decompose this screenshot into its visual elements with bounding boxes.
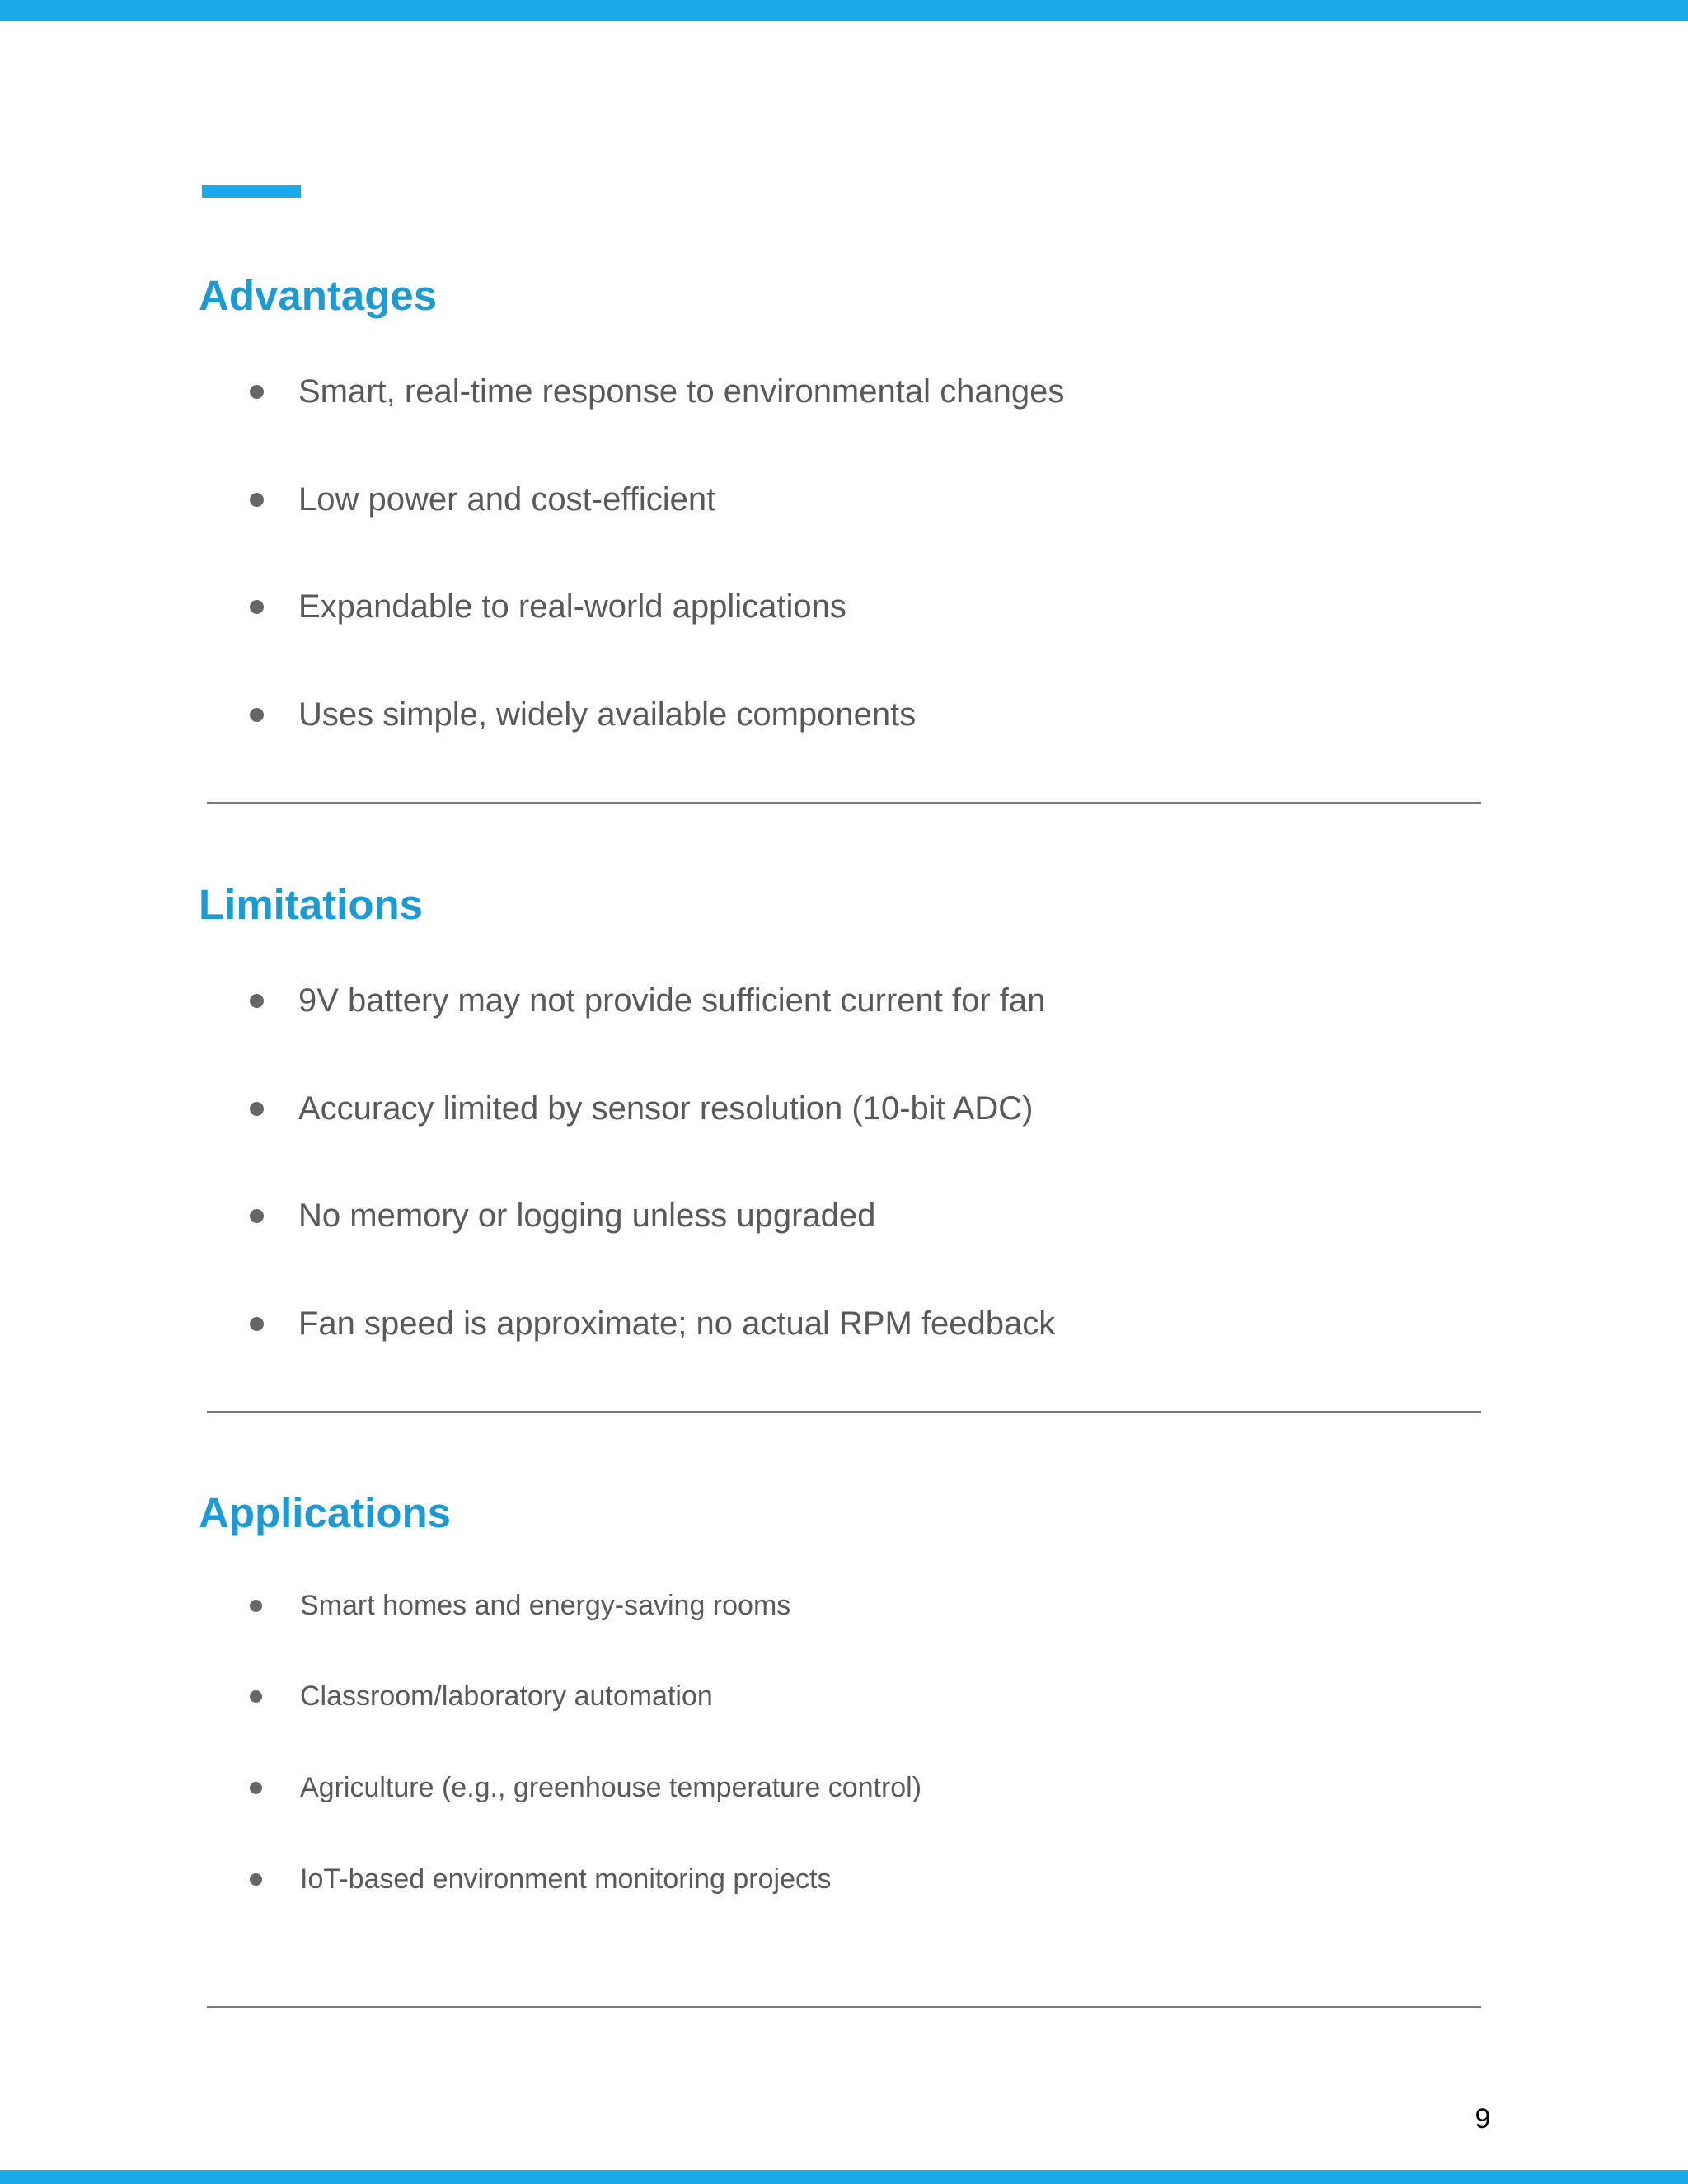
- list-item: [250, 1682, 713, 1710]
- list-item: [250, 1591, 790, 1619]
- page-number: 9: [1475, 2103, 1491, 2135]
- section-divider: [207, 1411, 1481, 1413]
- bullet-icon: [250, 493, 264, 507]
- bullet-icon: [250, 1600, 262, 1612]
- bullet-icon: [250, 1102, 264, 1116]
- list-item-text: Accuracy limited by sensor resolution (10-bit ADC): [298, 1090, 1034, 1127]
- bullet-icon: [250, 994, 264, 1008]
- bullet-icon: [250, 1782, 262, 1794]
- list-item-text: No memory or logging unless upgraded: [298, 1197, 876, 1234]
- list-item-text: Agriculture (e.g., greenhouse temperature control): [300, 1772, 922, 1803]
- bottom-accent-bar: [0, 2170, 1688, 2184]
- top-accent-bar: [0, 0, 1688, 21]
- list-item: [250, 1307, 1055, 1340]
- bullet-icon: [250, 600, 264, 614]
- heading-limitations: Limitations: [199, 881, 424, 928]
- bullet-icon: [250, 1873, 262, 1886]
- list-item-text: 9V battery may not provide sufficient current for fan: [298, 982, 1046, 1019]
- list-item-text: Uses simple, widely available components: [298, 696, 917, 733]
- accent-dash: [202, 185, 301, 198]
- list-item-text: IoT-based environment monitoring projects: [300, 1863, 832, 1895]
- list-item-text: Low power and cost-efficient: [298, 481, 716, 518]
- list-item: [250, 590, 846, 623]
- list-item: [250, 1865, 831, 1893]
- list-item: [250, 483, 715, 516]
- list-item-text: Fan speed is approximate; no actual RPM feedback: [298, 1305, 1056, 1342]
- list-item: [250, 1774, 921, 1802]
- list-item: [250, 1092, 1033, 1125]
- section-divider: [207, 2006, 1481, 2008]
- list-item-text: Smart homes and energy-saving rooms: [300, 1590, 791, 1621]
- list-item-text: Classroom/laboratory automation: [300, 1680, 713, 1712]
- list-item-text: Expandable to real-world applications: [298, 588, 846, 625]
- list-item: [250, 375, 1064, 408]
- bullet-icon: [250, 1317, 264, 1331]
- heading-advantages: Advantages: [199, 272, 438, 319]
- list-item: [250, 698, 916, 731]
- bullet-icon: [250, 708, 264, 722]
- list-item-text: Smart, real-time response to environmental changes: [298, 373, 1065, 410]
- bullet-icon: [250, 1209, 264, 1223]
- list-item: [250, 984, 1045, 1017]
- bullet-icon: [250, 385, 264, 399]
- list-item: [250, 1199, 875, 1232]
- heading-applications: Applications: [199, 1489, 452, 1536]
- section-divider: [207, 802, 1481, 804]
- bullet-icon: [250, 1690, 262, 1703]
